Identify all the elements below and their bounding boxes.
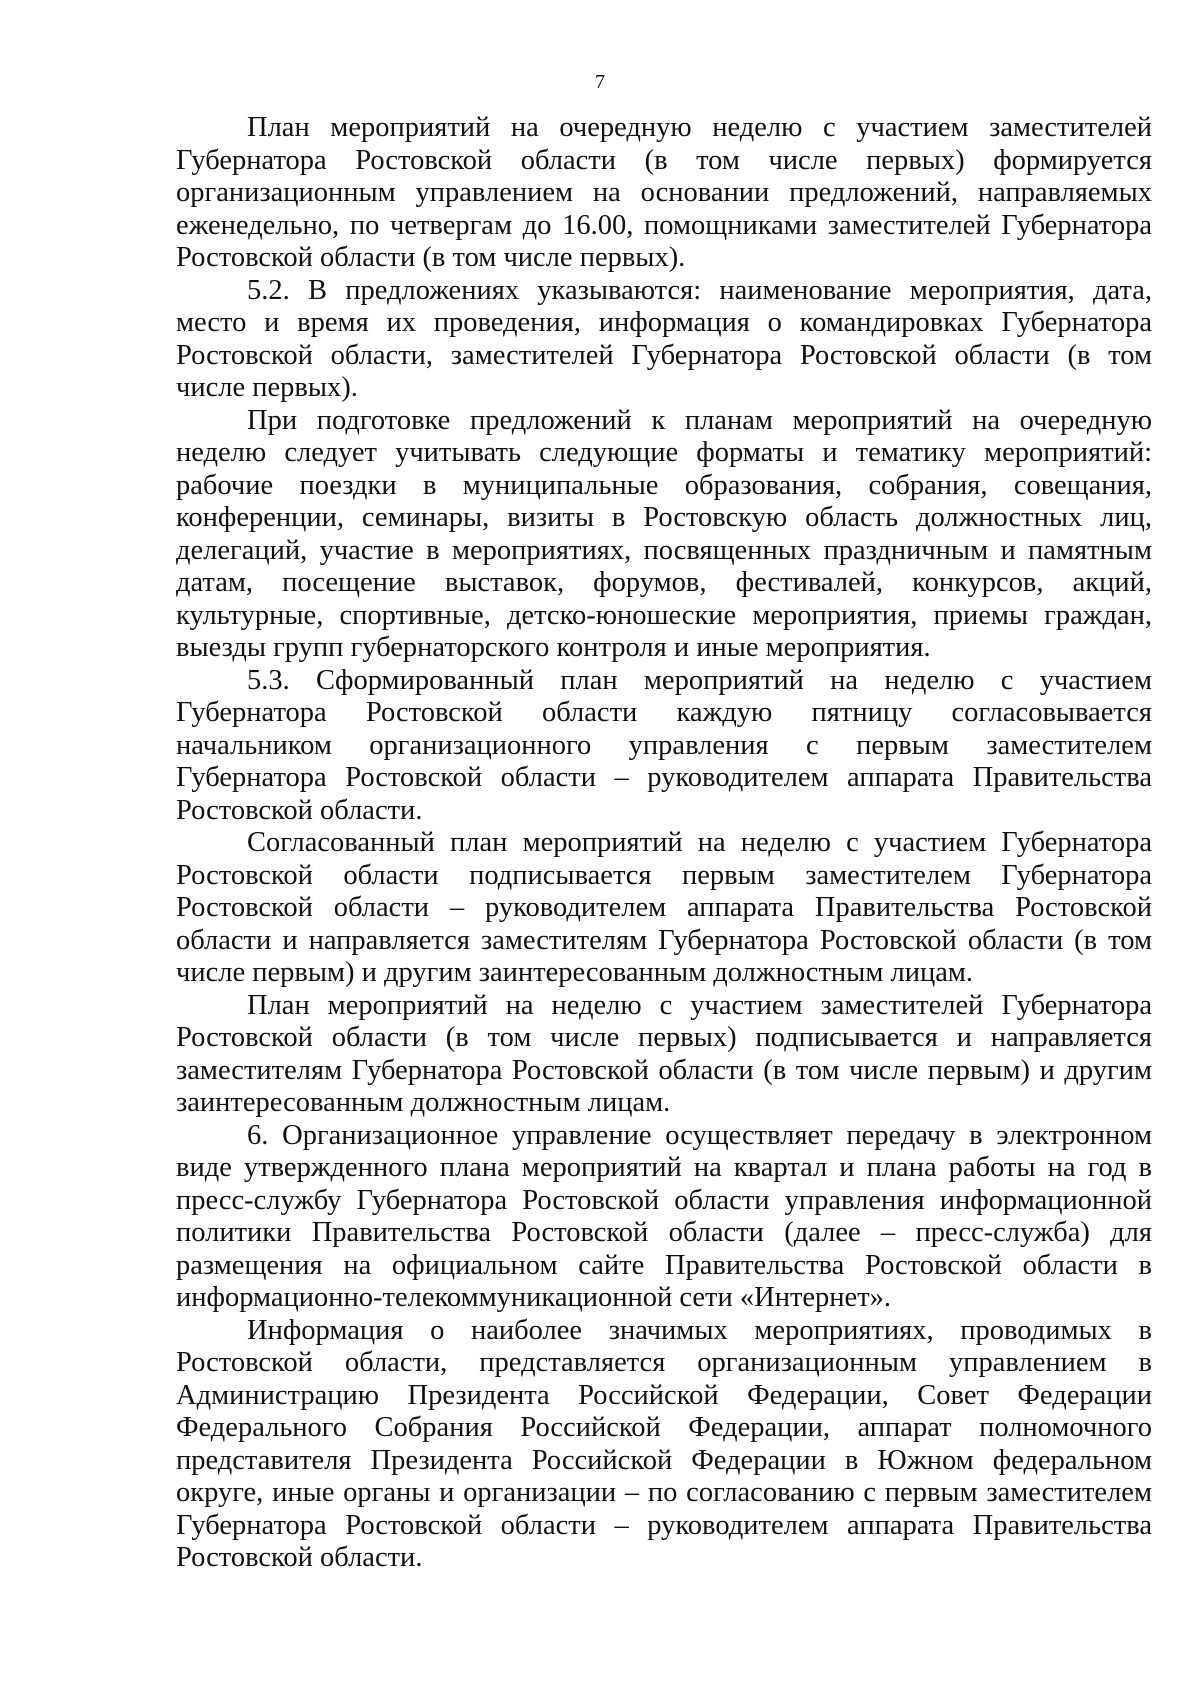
paragraph-significant-events-info: Информация о наиболее значимых мероприятиях, проводимых в Ростовской области, представляется организационным управлением в Администрацию Президента Российской Федерации, Совет Федерации Федерального Собрания Российской Федерации, аппарат полномочного представителя Президента Российской Федерации в Южном федеральном округе, иные органы и организации – по согласованию с первым заместителем Губернатора Ростовской области – руководителем аппарата Правительства Ростовской области. [176,1314,1152,1573]
paragraph-6-press-service-transfer: 6. Организационное управление осуществляет передачу в электронном виде утвержденного плана мероприятий на квартал и плана работы на год в пресс-службу Губернатора Ростовской области управления информационной политики Правительства Ростовской области (далее – пресс-служба) для размещения на официальном сайте Правительства Ростовской области в информационно-телекоммуникационной сети «Интернет». [176,1119,1152,1313]
paragraph-approved-plan-signing: Согласованный план мероприятий на неделю с участием Губернатора Ростовской области подписывается первым заместителем Губернатора Ростовской области – руководителем аппарата Правительства Ростовской области и направляется заместителям Губернатора Ростовской области (в том числе первым) и другим заинтересованным должностным лицам. [176,827,1152,988]
paragraph-5-3-plan-approval: 5.3. Сформированный план мероприятий на неделю с участием Губернатора Ростовской области каждую пятницу согласовывается начальником организационного управления с первым заместителем Губернатора Ростовской области – руководителем аппарата Правительства Ростовской области. [176,664,1152,826]
page-number: 7 [595,71,605,93]
paragraph-5-2-proposal-contents: 5.2. В предложениях указываются: наименование мероприятия, дата, место и время их проведения, информация о командировках Губернатора Ростовской области, заместителей Губернатора Ростовской области (в том числе первых). [176,274,1152,403]
paragraph-event-formats: При подготовке предложений к планам мероприятий на очередную неделю следует учитывать следующие форматы и тематику мероприятий: рабочие поездки в муниципальные образования, собрания, совещания, конференции, семинары, визиты в Ростовскую область должностных лиц, делегаций, участие в мероприятиях, посвященных праздничным и памятным датам, посещение выставок, форумов, фестивалей, конкурсов, акций, культурные, спортивные, детско-юношеские мероприятия, приемы граждан, выезды групп губернаторского контроля и иные мероприятия. [176,404,1152,663]
paragraph-deputies-plan-signing: План мероприятий на неделю с участием заместителей Губернатора Ростовской области (в том числе первых) подписывается и направляется заместителям Губернатора Ростовской области (в том числе первым) и другим заинтересованным должностным лицам. [176,989,1152,1118]
document-body [176,112,1152,1575]
paragraph-weekly-plan-formation: План мероприятий на очередную неделю с участием заместителей Губернатора Ростовской области (в том числе первых) формируется организационным управлением на основании предложений, направляемых еженедельно, по четвергам до 16.00, помощниками заместителей Губернатора Ростовской области (в том числе первых). [176,112,1152,273]
